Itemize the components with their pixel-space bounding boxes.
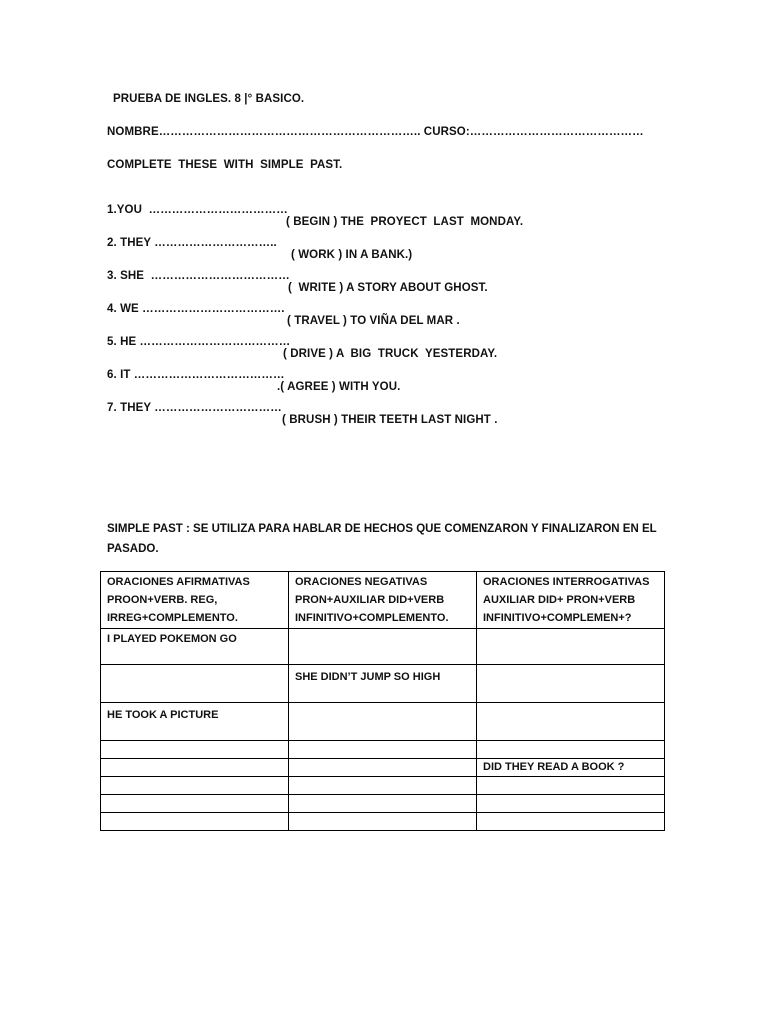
table-cell: [289, 759, 477, 777]
page-title: PRUEBA DE INGLES. 8 |° BASICO.: [113, 93, 305, 105]
table-header-row: [101, 572, 665, 629]
table-cell: [289, 813, 477, 831]
table-row: [101, 703, 665, 741]
table-cell: HE TOOK A PICTURE: [101, 703, 289, 741]
table-cell: [477, 795, 665, 813]
table-cell: [477, 703, 665, 741]
exercise-verb: ( DRIVE ) A BIG TRUCK YESTERDAY.: [283, 348, 498, 360]
table-row: [101, 629, 665, 665]
simple-past-definition: SIMPLE PAST : SE UTILIZA PARA HABLAR DE HECHOS QUE COMENZARON Y FINALIZARON EN EL PASADO.: [107, 523, 657, 555]
table-row: [101, 759, 665, 777]
table-cell: [101, 813, 289, 831]
table-cell: [101, 741, 289, 759]
table-cell: [477, 665, 665, 703]
table-cell: [477, 741, 665, 759]
table-cell: [477, 813, 665, 831]
table-cell: I PLAYED POKEMON GO: [101, 629, 289, 665]
exercise-verb: ( BRUSH ) THEIR TEETH LAST NIGHT .: [282, 414, 498, 426]
table-cell: DID THEY READ A BOOK ?: [477, 759, 665, 777]
exercise-verb: ( BEGIN ) THE PROYECT LAST MONDAY.: [286, 216, 524, 228]
table-cell: [477, 777, 665, 795]
header-negative: ORACIONES NEGATIVAS PRON+AUXILIAR DID+VERB INFINITIVO+COMPLEMENTO.: [289, 572, 477, 629]
exercise-verb: ( WORK ) IN A BANK.): [291, 249, 413, 261]
exercise-verb: .( AGREE ) WITH YOU.: [277, 381, 401, 393]
table-cell: [101, 665, 289, 703]
exercise-blank: 6. IT …………………………………: [107, 369, 285, 381]
table-cell: [101, 777, 289, 795]
table-row: [101, 795, 665, 813]
exercise-verb: ( TRAVEL ) TO VIÑA DEL MAR .: [287, 315, 460, 327]
exercise-item: [0, 390, 768, 438]
exercise-blank: 1.YOU ………………………………: [107, 204, 288, 216]
table-cell: [101, 795, 289, 813]
exercise-blank: 3. SHE ………………………………: [107, 270, 290, 282]
table-row: [101, 741, 665, 759]
table-row: [101, 665, 665, 703]
exercise-blank: 5. HE …………………………………: [107, 336, 291, 348]
table-row: [101, 813, 665, 831]
exercise-verb: ( WRITE ) A STORY ABOUT GHOST.: [288, 282, 488, 294]
sentence-table: [100, 571, 665, 831]
header-interrogative: ORACIONES INTERROGATIVAS AUXILIAR DID+ PRON+VERB INFINITIVO+COMPLEMEN+?: [477, 572, 665, 629]
table-cell: [101, 759, 289, 777]
instruction: COMPLETE THESE WITH SIMPLE PAST.: [107, 159, 343, 171]
table-cell: SHE DIDN’T JUMP SO HIGH: [289, 665, 477, 703]
name-course-line: NOMBRE………………………………………………………….. CURSO:………………………………………: [107, 126, 644, 138]
header-affirmative: ORACIONES AFIRMATIVAS PROON+VERB. REG, IRREG+COMPLEMENTO.: [101, 572, 289, 629]
table-cell: [289, 703, 477, 741]
table-row: [101, 777, 665, 795]
table-cell: [289, 777, 477, 795]
table-cell: [289, 741, 477, 759]
table-cell: [289, 795, 477, 813]
exercise-blank: 4. WE ……………………………….: [107, 303, 285, 315]
table-cell: [289, 629, 477, 665]
table-cell: [477, 629, 665, 665]
exercise-blank: 2. THEY …………………………..: [107, 237, 277, 249]
exercise-blank: 7. THEY ……………………………: [107, 402, 282, 414]
